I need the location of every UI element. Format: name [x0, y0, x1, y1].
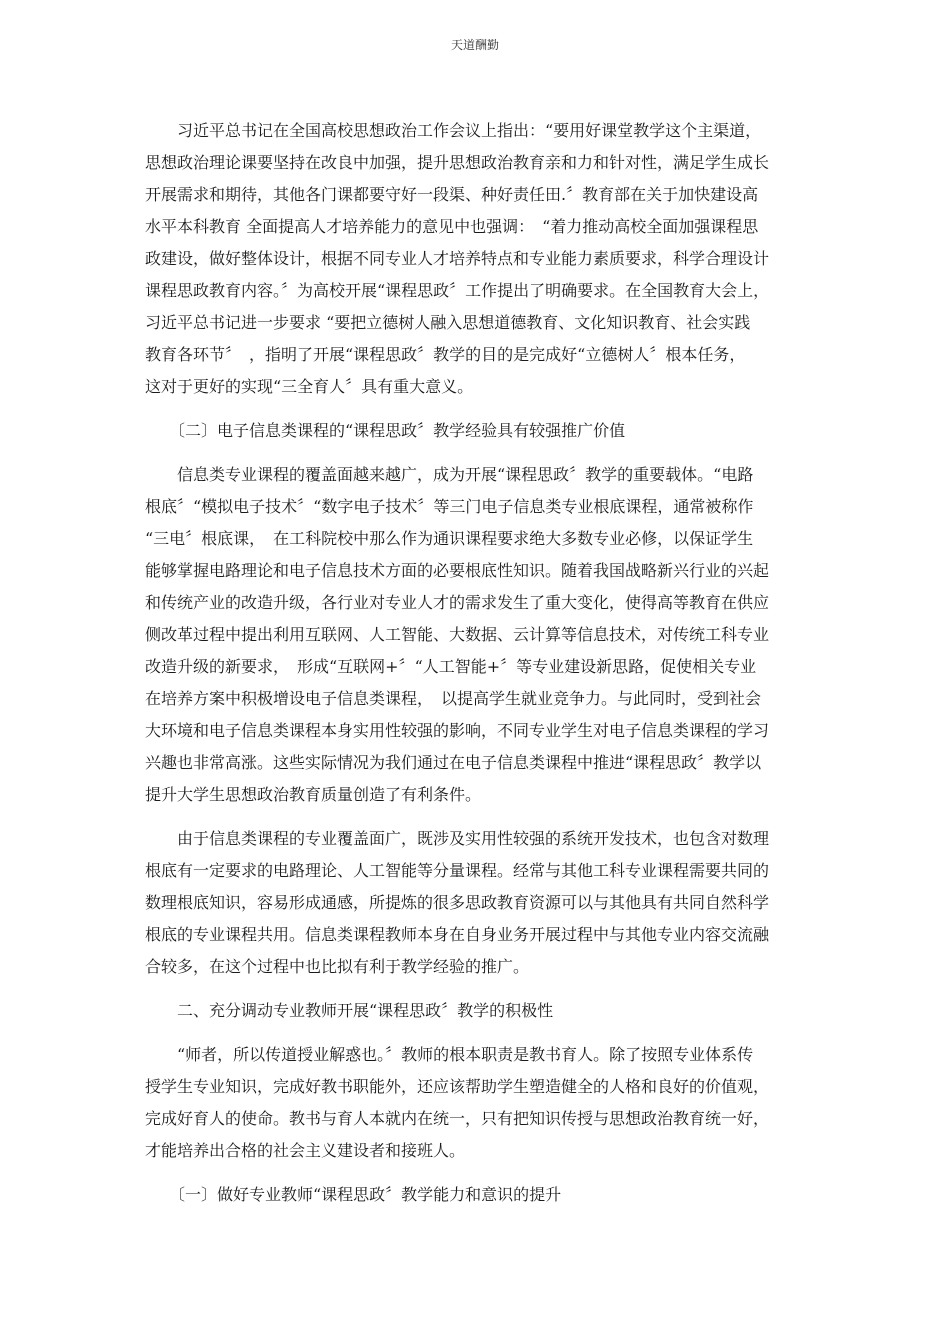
paragraph	[145, 1039, 805, 1167]
paragraph-line: 数理根底知识，容易形成通感，所提炼的很多思政教育资源可以与其他具有共同自然科学	[145, 893, 770, 912]
paragraph-line: 根底〞“模拟电子技术〞“数字电子技术〞等三门电子信息类专业根底课程，通常被称作	[145, 497, 754, 516]
paragraph-line: 在培养方案中积极增设电子信息类课程， 以提高学生就业竞争力。与此同时，受到社会	[145, 689, 762, 708]
paragraph-line: 兴趣也非常高涨。这些实际情况为我们通过在电子信息类课程中推进“课程思政〞教学以	[145, 753, 762, 772]
paragraph-line: 开展需求和期待，其他各门课都要守好一段渠、种好责任田.〞教育部在关于加快建设高	[145, 185, 759, 204]
paragraph-line: “师者，所以传道授业解惑也。〞教师的根本职责是教书育人。除了按照专业体系传	[145, 1045, 754, 1064]
paragraph-line: 思想政治理论课要坚持在改良中加强，提升思想政治教育亲和力和针对性，满足学生成长	[145, 153, 770, 172]
section-heading	[145, 1179, 805, 1211]
paragraph-line: 改造升级的新要求， 形成“互联网+〞“人工智能+〞等专业建设新思路，促使相关专业	[145, 657, 757, 676]
paragraph-line: 根底的专业课程共用。信息类课程教师本身在自身业务开展过程中与其他专业内容交流融	[145, 925, 770, 944]
paragraph	[145, 823, 805, 983]
paragraph	[145, 115, 805, 403]
paragraph-line: 才能培养出合格的社会主义建设者和接班人。	[145, 1141, 466, 1160]
paragraph-line: 能够掌握电路理论和电子信息技术方面的必要根底性知识。随着我国战略新兴行业的兴起	[145, 561, 770, 580]
page-header: 天道酬勤	[450, 38, 499, 52]
paragraph-line: 完成好育人的使命。教书与育人本就内在统一，只有把知识传授与思想政治教育统一好，	[145, 1109, 770, 1128]
paragraph-line: 和传统产业的改造升级，各行业对专业人才的需求发生了重大变化，使得高等教育在供应	[145, 593, 770, 612]
paragraph-line: 提升大学生思想政治教育质量创造了有利条件。	[145, 785, 482, 804]
document-body	[145, 115, 805, 1211]
section-heading	[145, 995, 805, 1027]
paragraph-gap	[145, 447, 805, 459]
paragraph-line: 大环境和电子信息类课程本身实用性较强的影响，不同专业学生对电子信息类课程的学习	[145, 721, 770, 740]
heading-line: 〔二〕电子信息类课程的“课程思政〞教学经验具有较强推广价值	[145, 421, 626, 440]
heading-line: 〔一〕做好专业教师“课程思政〞教学能力和意识的提升	[145, 1185, 562, 1204]
section-heading	[145, 415, 805, 447]
paragraph-gap	[145, 811, 805, 823]
paragraph-gap	[145, 403, 805, 415]
paragraph-line: 这对于更好的实现“三全育人〞具有重大意义。	[145, 377, 474, 396]
paragraph-gap	[145, 1167, 805, 1179]
paragraph-line: 授学生专业知识，完成好教书职能外，还应该帮助学生塑造健全的人格和良好的价值观，	[145, 1077, 770, 1096]
paragraph-line: 课程思政教育内容。〞为高校开展“课程思政〞工作提出了明确要求。在全国教育大会上，	[145, 281, 770, 300]
paragraph	[145, 459, 805, 811]
paragraph-line: 习近平总书记在全国高校思想政治工作会议上指出：“要用好课堂教学这个主渠道，	[145, 121, 762, 140]
paragraph-gap	[145, 1027, 805, 1039]
paragraph-line: 习近平总书记进一步要求 “要把立德树人融入思想道德教育、文化知识教育、社会实践	[145, 313, 751, 332]
paragraph-line: 合较多，在这个过程中也比拟有利于教学经验的推广。	[145, 957, 530, 976]
heading-line: 二、充分调动专业教师开展“课程思政〞教学的积极性	[145, 1001, 554, 1020]
paragraph-line: 信息类专业课程的覆盖面越来越广，成为开展“课程思政〞教学的重要载体。“电路	[145, 465, 754, 484]
paragraph-gap	[145, 983, 805, 995]
paragraph-line: 侧改革过程中提出利用互联网、人工智能、大数据、云计算等信息技术，对传统工科专业	[145, 625, 770, 644]
paragraph-line: 根底有一定要求的电路理论、人工智能等分量课程。经常与其他工科专业课程需要共同的	[145, 861, 770, 880]
paragraph-line: 政建设，做好整体设计，根据不同专业人才培养特点和专业能力素质要求，科学合理设计	[145, 249, 770, 268]
paragraph-line: 水平本科教育 全面提高人才培养能力的意见中也强调： “着力推动高校全面加强课程思	[145, 217, 759, 236]
paragraph-line: “三电〞根底课， 在工科院校中那么作为通识课程要求绝大多数专业必修，以保证学生	[145, 529, 754, 548]
paragraph-line: 教育各环节〞 ，指明了开展“课程思政〞教学的目的是完成好“立德树人〞根本任务，	[145, 345, 746, 364]
paragraph-line: 由于信息类课程的专业覆盖面广，既涉及实用性较强的系统开发技术，也包含对数理	[145, 829, 770, 848]
